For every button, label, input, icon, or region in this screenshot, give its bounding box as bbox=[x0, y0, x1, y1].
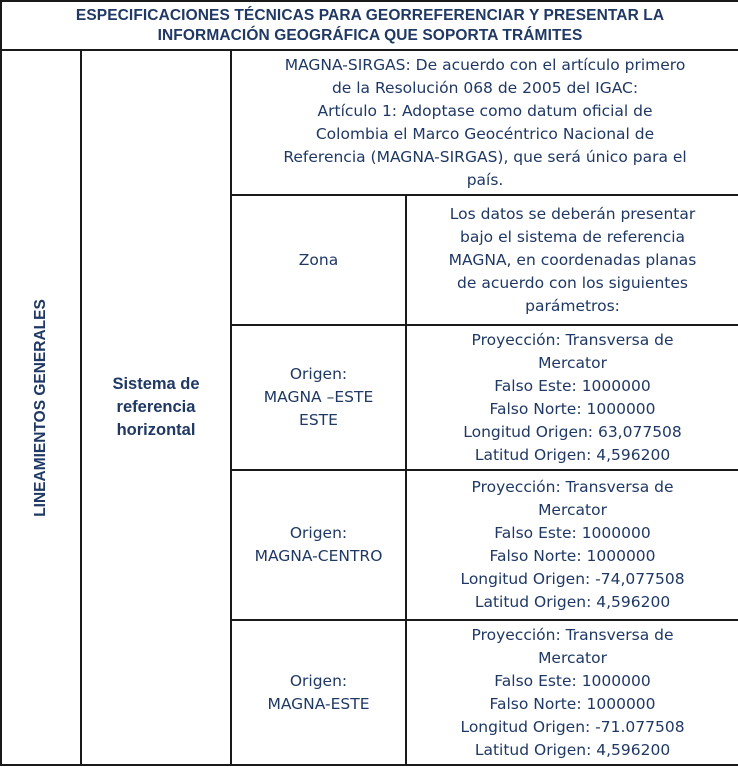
zona-description-line: de acuerdo con los siguientes bbox=[457, 273, 688, 292]
datum-line: Referencia (MAGNA-SIRGAS), que será único para el bbox=[283, 147, 687, 166]
group-label-line: referencia bbox=[116, 398, 196, 416]
origin-name-line: Origen: bbox=[289, 365, 348, 383]
origin-param-line: Latitud Origen: 4,596200 bbox=[474, 445, 671, 464]
origin-params-cell bbox=[406, 325, 738, 470]
origin-name-line: Origen: bbox=[289, 671, 348, 690]
origin-name-line: MAGNA-CENTRO bbox=[254, 547, 383, 565]
zona-description-cell bbox=[406, 195, 738, 325]
zona-label: Zona bbox=[298, 250, 339, 269]
origin-name-line: MAGNA-ESTE bbox=[267, 694, 370, 713]
side-label-cell bbox=[1, 50, 81, 765]
origin-param-line: Longitud Origen: 63,077508 bbox=[463, 422, 682, 441]
zona-description-line: Los datos se deberán presentar bbox=[449, 204, 696, 223]
origin-name-line: Origen: bbox=[289, 524, 348, 542]
origin-name-cell bbox=[231, 325, 406, 470]
origin-name-cell bbox=[231, 620, 406, 765]
zona-description-line: bajo el sistema de referencia bbox=[460, 227, 686, 246]
origin-name-line: MAGNA –ESTE bbox=[263, 388, 374, 406]
group-label-line: horizontal bbox=[116, 421, 196, 439]
origin-param-line: Mercator bbox=[538, 501, 607, 519]
table-title bbox=[1, 1, 738, 50]
origin-param-line: Proyección: Transversa de bbox=[471, 625, 674, 644]
origin-params-cell bbox=[406, 620, 738, 765]
origin-param-line: Proyección: Transversa de bbox=[471, 478, 674, 496]
zona-label-cell bbox=[231, 195, 406, 325]
origin-param-line: Latitud Origen: 4,596200 bbox=[474, 593, 671, 611]
origin-param-line: Longitud Origen: -71.077508 bbox=[460, 717, 685, 736]
group-label-cell bbox=[81, 50, 231, 765]
title-line-1: ESPECIFICACIONES TÉCNICAS PARA GEORREFERENCIAR Y PRESENTAR LA bbox=[75, 6, 665, 24]
origin-param-line: Falso Este: 1000000 bbox=[494, 376, 651, 395]
origin-param-line: Latitud Origen: 4,596200 bbox=[474, 740, 671, 759]
origin-param-line: Longitud Origen: -74,077508 bbox=[460, 570, 685, 588]
origin-name-cell bbox=[231, 470, 406, 620]
group-label-line: Sistema de bbox=[112, 375, 200, 393]
datum-line: de la Resolución 068 de 2005 del IGAC: bbox=[331, 78, 639, 97]
origin-param-line: Falso Este: 1000000 bbox=[494, 671, 651, 690]
origin-param-line: Falso Este: 1000000 bbox=[494, 524, 651, 542]
datum-line: Artículo 1: Adoptase como datum oficial de bbox=[317, 101, 653, 120]
datum-line: MAGNA-SIRGAS: De acuerdo con el artículo primero bbox=[284, 55, 686, 74]
origin-param-line: Falso Norte: 1000000 bbox=[489, 694, 656, 713]
origin-param-line: Mercator bbox=[538, 648, 607, 667]
title-line-2: INFORMACIÓN GEOGRÁFICA QUE SOPORTA TRÁMITES bbox=[157, 26, 583, 44]
origin-params-cell bbox=[406, 470, 738, 620]
datum-line: país. bbox=[466, 170, 504, 189]
origin-param-line: Falso Norte: 1000000 bbox=[489, 399, 656, 418]
datum-line: Colombia el Marco Geocéntrico Nacional de bbox=[315, 124, 655, 143]
datum-cell bbox=[231, 50, 738, 195]
zona-description-line: MAGNA, en coordenadas planas bbox=[448, 250, 697, 269]
zona-description-line: parámetros: bbox=[525, 296, 620, 315]
origin-param-line: Mercator bbox=[538, 353, 607, 372]
origin-name-line: ESTE bbox=[299, 411, 338, 429]
side-label: LINEAMIENTOS GENERALES bbox=[32, 298, 49, 517]
origin-param-line: Falso Norte: 1000000 bbox=[489, 547, 656, 565]
origin-param-line: Proyección: Transversa de bbox=[471, 330, 674, 349]
